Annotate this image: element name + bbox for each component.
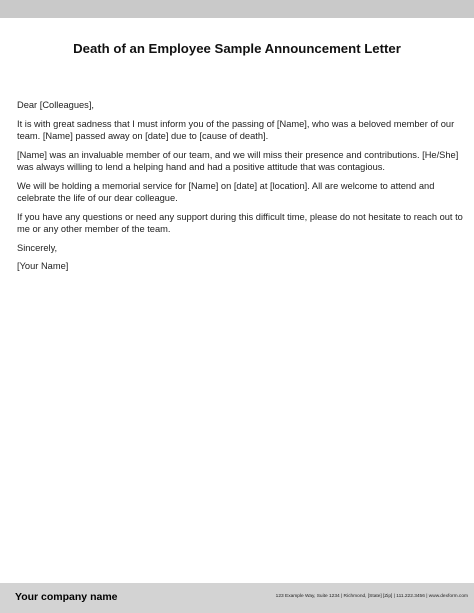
paragraph-3: We will be holding a memorial service for [Name] on [date] at [location]. All are welcome to attend and celebrate the life of our dear colleague. — [17, 180, 435, 203]
footer-address: 123 Example Way, Suite 1234 | Richmond, [State] [Zip] | 111.222.3456 | www.dexform.com — [275, 594, 468, 599]
header-band — [0, 0, 474, 18]
letter-body — [17, 99, 463, 279]
paragraph-4: If you have any questions or need any support during this difficult time, please do not hesitate to reach out to me or any other member of the team. — [17, 211, 463, 234]
salutation: Dear [Colleagues], — [17, 100, 94, 110]
paragraph-2: [Name] was an invaluable member of our team, and we will miss their presence and contributions. [He/She] was always willing to lend a helping hand and had a positive attitude that was contagious. — [17, 149, 459, 172]
closing: Sincerely, — [17, 242, 58, 253]
paragraph-1: It is with great sadness that I must inform you of the passing of [Name], who was a beloved member of our team. [Name] passed away on [date] due to [cause of death]. — [17, 118, 455, 141]
document-title: Death of an Employee Sample Announcement Letter — [73, 41, 401, 56]
footer-company-name: Your company name — [15, 591, 118, 603]
signature-placeholder: [Your Name] — [17, 261, 69, 272]
